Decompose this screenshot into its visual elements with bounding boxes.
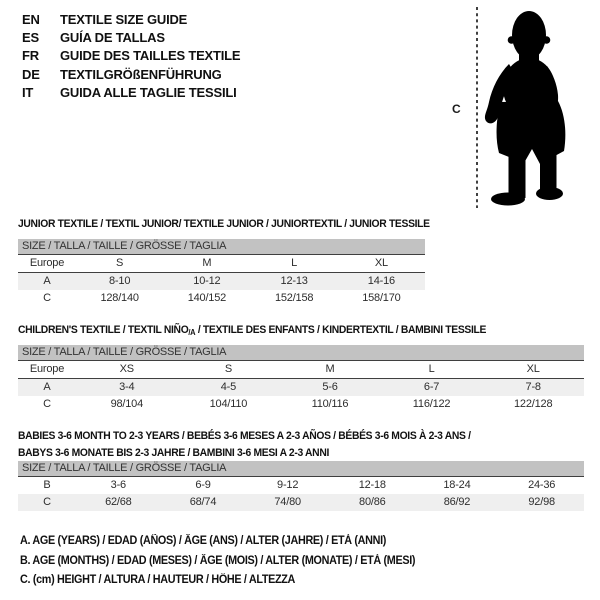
table-row: [18, 379, 584, 397]
table-cell: 3-4: [76, 379, 178, 397]
baby-ear-right: [543, 36, 551, 44]
table-title-line: [18, 445, 550, 462]
table-row: [18, 494, 584, 511]
childrens-textile-section: [18, 322, 584, 413]
table-cell: 62/68: [76, 494, 161, 511]
row-label: B: [43, 479, 51, 491]
size-table: [18, 345, 584, 413]
table-cell: 158/170: [362, 292, 401, 304]
table-cell: 10-12: [163, 273, 250, 291]
table-cell: 116/122: [412, 398, 451, 410]
column-header-label: Europe: [18, 255, 76, 273]
language-title: GUIDE DES TAILLES TEXTILE: [60, 48, 241, 64]
language-row: [22, 83, 240, 101]
language-code: IT: [22, 84, 34, 100]
table-row: [18, 273, 425, 291]
title-segment: JUNIOR TEXTILE / TEXTIL JUNIOR/ TEXTILE JUNIOR / JUNIORTEXTIL / JUNIOR TESSILE: [18, 218, 430, 230]
table-cell: 5-6: [279, 379, 381, 397]
table-cell: 6-7: [381, 379, 483, 397]
table-cell: 104/110: [209, 398, 248, 410]
language-title: GUIDA ALLE TAGLIE TESSILI: [60, 84, 237, 100]
table-cell: 74/80: [245, 494, 330, 511]
table-title-line: [18, 428, 550, 445]
table-cell: 24-36: [528, 479, 556, 491]
size-header-row: [18, 461, 584, 477]
baby-foot-left: [491, 193, 525, 206]
size-table: [18, 239, 425, 307]
table-cell: 12-13: [251, 273, 338, 291]
table-cell: 4-5: [178, 379, 280, 397]
title-segment: / TEXTILE DES ENFANTS / KINDERTEXTIL / BAMBINI TESSILE: [195, 324, 487, 336]
column-header-cell: M: [163, 255, 250, 273]
baby-foot-right: [536, 187, 563, 200]
table-row: [18, 396, 584, 413]
table-cell: 12-18: [358, 479, 386, 491]
table-title-line: [18, 322, 550, 341]
table-cell: 86/92: [415, 494, 500, 511]
table-cell: 140/152: [187, 292, 227, 304]
table-cell: 8-10: [76, 273, 163, 291]
column-header-row: [18, 361, 584, 379]
column-header-cell: XL: [338, 255, 425, 273]
legend-line: B. AGE (MONTHS) / EDAD (MESES) / ÂGE (MOIS) / ALTER (MONATE) / ETÀ (MESI): [20, 554, 416, 567]
language-row: [22, 10, 240, 28]
column-header-cell: L: [381, 361, 483, 379]
language-title: TEXTILE SIZE GUIDE: [60, 11, 188, 27]
column-header-label: Europe: [18, 361, 76, 379]
table-cell: 98/104: [110, 398, 144, 410]
size-table: [18, 461, 584, 511]
language-row: [22, 47, 240, 65]
size-header-bar: SIZE / TALLA / TAILLE / GRÖSSE / TAGLIA: [18, 345, 584, 361]
legend: [20, 532, 440, 591]
baby-ear-left: [508, 36, 516, 44]
column-header-row: [18, 255, 425, 273]
row-label: C: [18, 494, 76, 511]
table-cell: 7-8: [482, 379, 584, 397]
legend-line: C. (cm) HEIGHT / ALTURA / HAUTEUR / HÖHE / ALTEZZA: [20, 574, 296, 586]
size-header-row: [18, 239, 425, 255]
baby-leg-left: [509, 150, 526, 198]
babies-textile-section: [18, 428, 584, 511]
table-cell: 122/128: [514, 398, 553, 410]
table-cell: 6-9: [195, 479, 211, 491]
legend-line: A. AGE (YEARS) / EDAD (AÑOS) / ÂGE (ANS) / ALTER (JAHRE) / ETÀ (ANNI): [20, 535, 387, 547]
language-code: DE: [22, 66, 40, 82]
table-title: [18, 216, 430, 239]
table-cell: 92/98: [499, 494, 584, 511]
table-cell: 9-12: [277, 479, 299, 491]
table-cell: 18-24: [443, 479, 471, 491]
table-title: [18, 428, 550, 461]
language-code: EN: [22, 11, 40, 27]
title-segment: BABIES 3-6 MONTH TO 2-3 YEARS / BEBÉS 3-6 MESES A 2-3 AÑOS / BÉBÉS 3-6 MOIS À 2-3 ANS /: [18, 430, 471, 442]
table-title-line: [18, 216, 430, 233]
column-header-cell: XS: [76, 361, 178, 379]
table-cell: 14-16: [338, 273, 425, 291]
table-cell: 110/116: [311, 398, 349, 410]
size-header-bar: SIZE / TALLA / TAILLE / GRÖSSE / TAGLIA: [18, 461, 584, 477]
baby-silhouette-icon: [485, 11, 565, 206]
table-row: [18, 290, 425, 307]
table-title: [18, 322, 550, 345]
column-header-cell: S: [178, 361, 280, 379]
row-label: C: [43, 292, 51, 304]
table-cell: 128/140: [100, 292, 139, 304]
baby-figure-svg: [445, 0, 595, 215]
row-label: C: [43, 398, 51, 410]
language-code: ES: [22, 29, 39, 45]
height-measure-label: C: [452, 102, 461, 116]
size-header-row: [18, 345, 584, 361]
language-title: TEXTILGRÖßENFÜHRUNG: [60, 66, 222, 82]
title-segment: /A: [188, 328, 196, 337]
baby-figure: [445, 0, 595, 215]
language-title: GUÍA DE TALLAS: [60, 29, 165, 45]
language-row: [22, 28, 240, 46]
table-cell: 152/158: [274, 292, 314, 304]
title-segment: BABYS 3-6 MONATE BIS 2-3 JAHRE / BAMBINI 3-6 MESI A 2-3 ANNI: [18, 447, 330, 459]
column-header-cell: L: [251, 255, 338, 273]
title-segment: CHILDREN'S TEXTILE / TEXTIL NIÑO: [18, 324, 189, 336]
table-cell: 80/86: [330, 494, 415, 511]
column-header-cell: S: [76, 255, 163, 273]
language-list: [22, 10, 240, 101]
language-row: [22, 65, 240, 83]
table-cell: 68/74: [161, 494, 246, 511]
table-cell: 3-6: [110, 479, 126, 491]
size-header-bar: SIZE / TALLA / TAILLE / GRÖSSE / TAGLIA: [18, 239, 425, 255]
row-label: A: [18, 379, 76, 397]
table-row: [18, 477, 584, 495]
language-code: FR: [22, 48, 39, 64]
row-label: A: [18, 273, 76, 291]
junior-textile-section: [18, 216, 430, 307]
column-header-cell: XL: [482, 361, 584, 379]
column-header-cell: M: [279, 361, 381, 379]
